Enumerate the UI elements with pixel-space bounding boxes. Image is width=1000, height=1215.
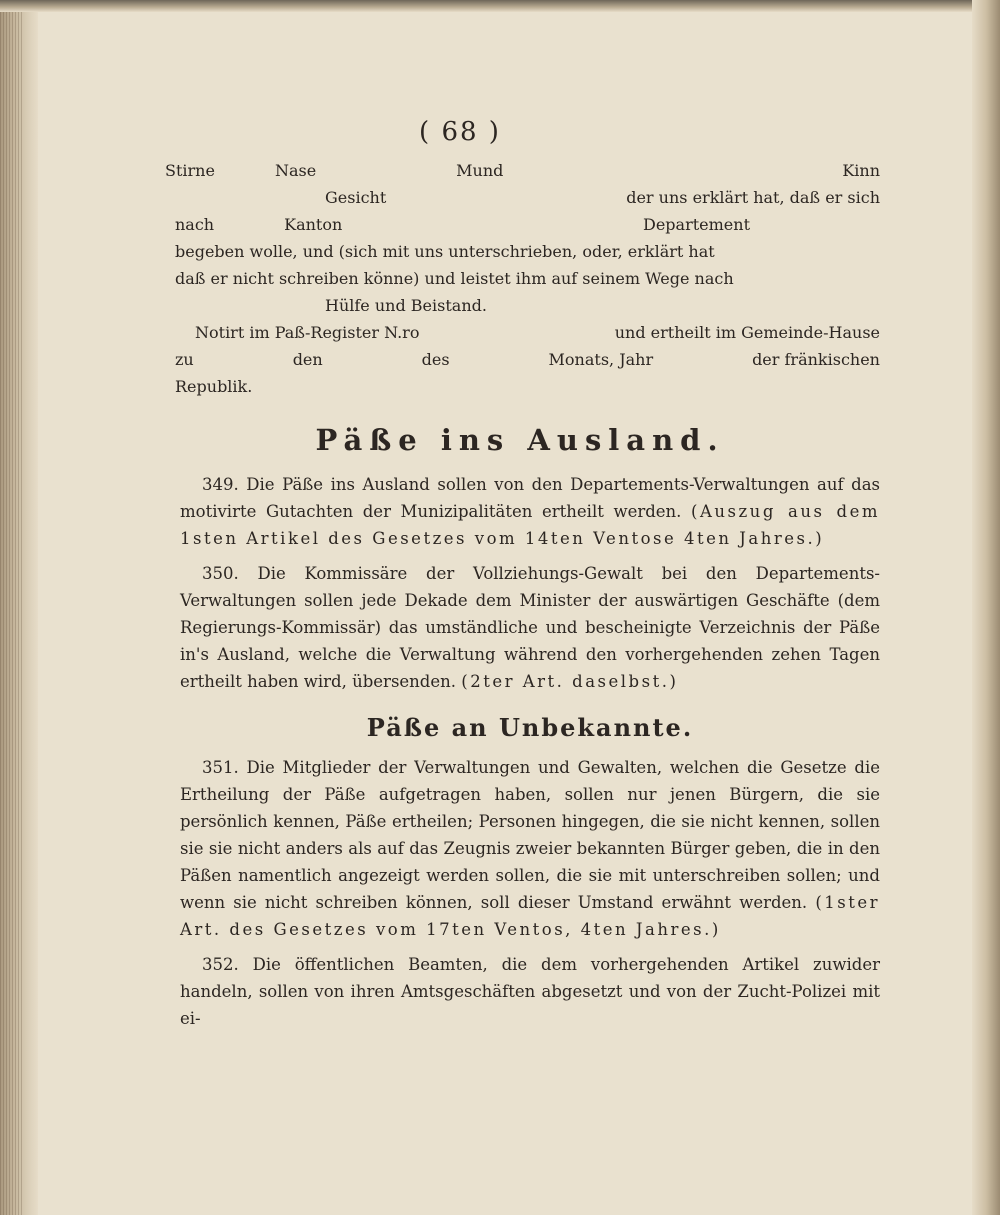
form-row-4 bbox=[175, 238, 880, 265]
article-351-reference: (1ster Art. des Gesetzes vom 17ten Ventos, 4ten Jahres.) bbox=[180, 893, 880, 939]
passport-form bbox=[165, 157, 880, 400]
form-field-monats-jahr: Monats, Jahr bbox=[548, 350, 654, 369]
form-field-register: Notirt im Paß-Register N.ro bbox=[195, 323, 420, 342]
article-349-reference: (Auszug aus dem 1sten Artikel des Gesetzes vom 14ten Ventose 4ten Jahres.) bbox=[180, 502, 880, 548]
form-field-stirne: Stirne bbox=[165, 161, 215, 180]
form-row-date bbox=[175, 346, 880, 373]
form-field-nach: nach bbox=[175, 215, 215, 234]
page-gutter bbox=[0, 0, 38, 1215]
section-heading-unbekannte: Päße an Unbekannte. bbox=[366, 713, 694, 742]
article-349-text: 349. Die Päße ins Ausland sollen von den Departements-Verwaltungen auf das motivirte Gutachten der Munizipalitäten ertheilt werden. bbox=[180, 475, 880, 521]
form-field-republic: der fränkischen bbox=[752, 350, 880, 369]
page-top-edge bbox=[0, 0, 1000, 12]
form-field-kinn: Kinn bbox=[842, 161, 880, 180]
article-349 bbox=[180, 471, 880, 552]
form-field-departement: Departement bbox=[643, 215, 750, 234]
page-text bbox=[165, 117, 880, 1040]
form-field-kanton: Kanton bbox=[284, 215, 343, 234]
article-350 bbox=[180, 560, 880, 695]
form-field-des: des bbox=[421, 350, 450, 369]
form-text-line-9: Republik. bbox=[175, 377, 253, 396]
section-heading-ausland: Päße ins Ausland. bbox=[315, 423, 725, 457]
article-351-text: 351. Die Mitglieder der Verwaltungen und Gewalten, welchen die Gesetze die Ertheilung der Päße aufgetragen haben, sollen nur jenen Bürgern, die sie persönlich kennen, Päße ertheilen; Personen hingegen, die sie nicht kennen, sollen sie sie nicht anders als auf das Zeugnis zweier bekannten Bürger geben, die in den Päßen namentlich angezeigt werden sollen, die sie mit unterschreiben sollen; und wenn sie nicht schreiben können, soll dieser Umstand erwähnt werden. bbox=[180, 758, 880, 912]
form-row-5 bbox=[175, 265, 880, 292]
article-352-text: 352. Die öffentlichen Beamten, die dem vorhergehenden Artikel zuwider handeln, sollen von ihren Amtsgeschäften abgesetzt und von der Zucht-Polizei mit ei- bbox=[180, 955, 880, 1028]
form-row-6 bbox=[175, 292, 880, 319]
article-352 bbox=[180, 951, 880, 1032]
page-right-edge bbox=[972, 0, 1000, 1215]
page-number: ( 68 ) bbox=[419, 117, 501, 147]
article-350-reference: (2ter Art. daselbst.) bbox=[461, 672, 679, 691]
article-350-text: 350. Die Kommissäre der Vollziehungs-Gewalt bei den Departements-Verwaltungen sollen jede Dekade dem Minister der auswärtigen Geschäfte (dem Regierungs-Kommissär) das umständliche und bescheinigte Verzeichnis der Päße in's Ausland, welche die Verwaltung während den vorhergehenden zehen Tagen ertheilt haben wird, übersenden. bbox=[180, 564, 880, 691]
form-row-features bbox=[165, 157, 880, 184]
form-field-den: den bbox=[292, 350, 323, 369]
form-text-issued: und ertheilt im Gemeinde-Hause bbox=[614, 323, 880, 342]
form-row-face bbox=[175, 184, 880, 211]
form-field-zu: zu bbox=[175, 350, 194, 369]
form-field-mund: Mund bbox=[456, 161, 504, 180]
form-row-destination bbox=[175, 211, 880, 238]
form-text-line-6: Hülfe und Beistand. bbox=[325, 296, 487, 315]
form-field-nase: Nase bbox=[274, 161, 317, 180]
form-text-line-4: begeben wolle, und (sich mit uns unterschrieben, oder, erklärt hat bbox=[175, 242, 715, 261]
form-text-declared: der uns erklärt hat, daß er sich bbox=[626, 188, 880, 207]
article-351 bbox=[180, 754, 880, 943]
form-row-register bbox=[175, 319, 880, 346]
form-text-line-5: daß er nicht schreiben könne) und leistet ihm auf seinem Wege nach bbox=[175, 269, 734, 288]
form-field-gesicht: Gesicht bbox=[325, 188, 387, 207]
form-row-9 bbox=[175, 373, 880, 400]
